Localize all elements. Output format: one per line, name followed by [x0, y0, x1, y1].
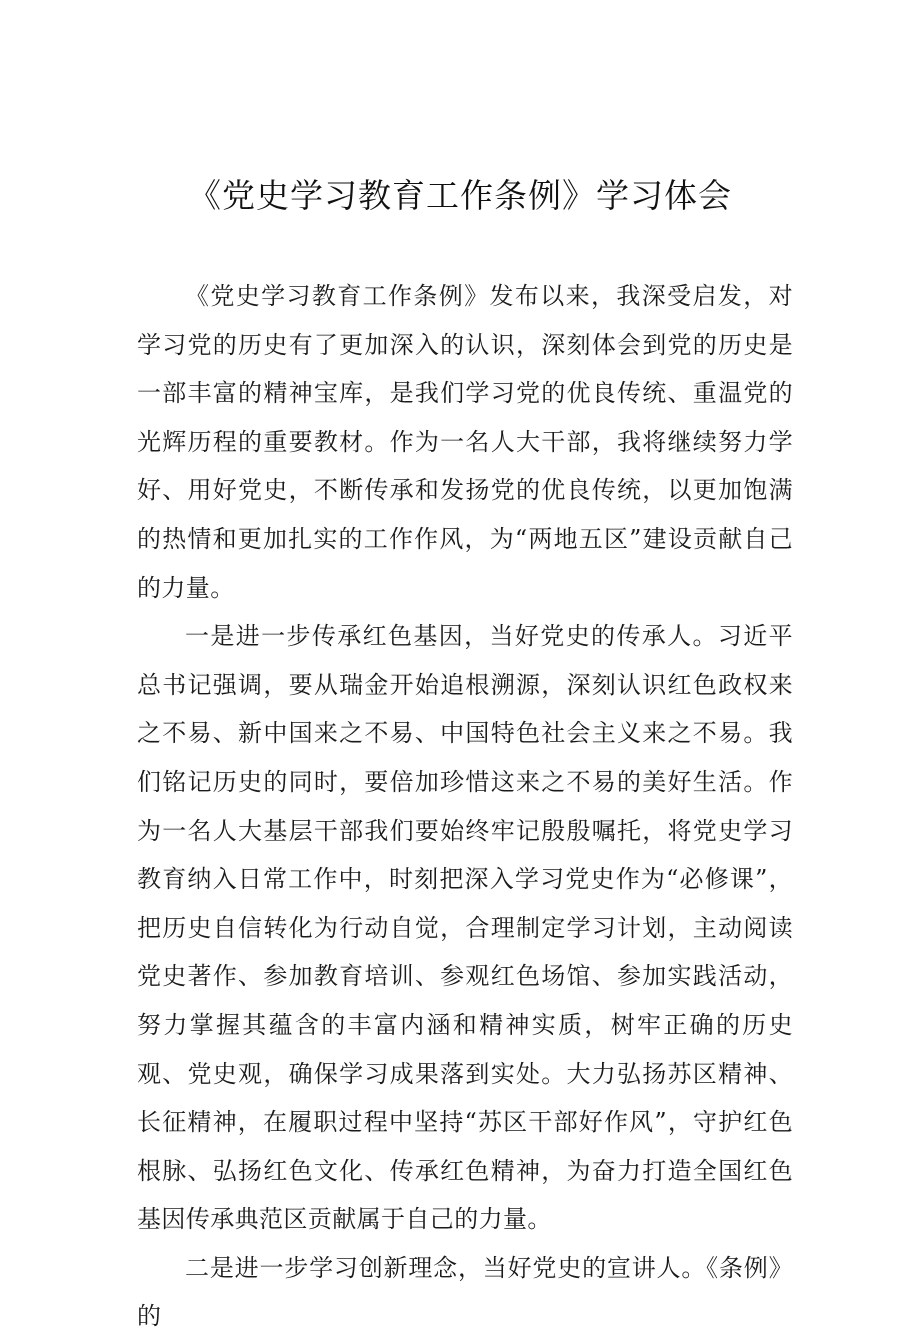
paragraph-intro: 《党史学习教育工作条例》发布以来，我深受启发，对学习党的历史有了更加深入的认识，深刻体会到党的历史是一部丰富的精神宝库，是我们学习党的优良传统、重温党的光辉历程的重要教材。作为一名人大干部，我将继续努力学好、用好党史，不断传承和发扬党的优良传统，以更加饱满的热情和更加扎实的工作作风，为“两地五区”建设贡献自己的力量。: [137, 282, 793, 602]
paragraph-point-two: 二是进一步学习创新理念，当好党史的宣讲人。《条例》的: [137, 1253, 793, 1331]
paragraph-point-one: 一是进一步传承红色基因，当好党史的传承人。习近平总书记强调，要从瑞金开始追根溯源，深刻认识红色政权来之不易、新中国来之不易、中国特色社会主义来之不易。我们铭记历史的同时，要倍加珍惜这来之不易的美好生活。作为一名人大基层干部我们要始终牢记殷殷嘱托，将党史学习教育纳入日常工作中，时刻把深入学习党史作为“必修课”，把历史自信转化为行动自觉，合理制定学习计划，主动阅读党史著作、参加教育培训、参观红色场馆、参加实践活动，努力掌握其蕴含的丰富内涵和精神实质，树牢正确的历史观、党史观，确保学习成果落到实处。大力弘扬苏区精神、长征精神，在履职过程中坚持“苏区干部好作风”，守护红色根脉、弘扬红色文化、传承红色精神，为奋力打造全国红色基因传承典范区贡献属于自己的力量。: [137, 622, 793, 1234]
document-title: 《党史学习教育工作条例》学习体会: [188, 176, 732, 215]
document-body: [137, 272, 793, 1341]
